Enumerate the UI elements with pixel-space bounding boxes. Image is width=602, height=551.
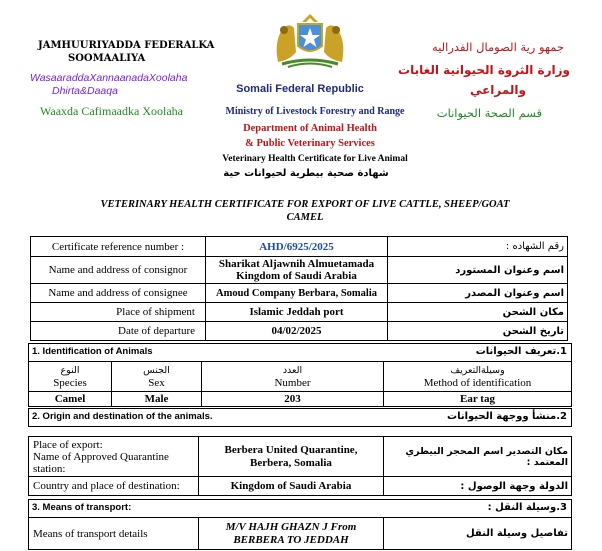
transport-value: [199, 518, 384, 550]
species-header-en: Species: [53, 376, 87, 389]
number-header-en: Number: [274, 376, 311, 389]
shipment-label-ar: مكان الشحن: [388, 303, 568, 322]
departure-value: 04/02/2025: [206, 322, 388, 341]
ministry-somali-line1: WasaaraddaXannaanadaXoolaha: [30, 72, 188, 84]
departure-label: Date of departure: [31, 322, 206, 341]
arabic-ministry-line1: وزارة الثروة الحيوانية الغابات: [398, 63, 570, 77]
consignor-label-ar: اسم وعنوان المستورد: [388, 257, 568, 284]
section1-header: [28, 343, 572, 361]
species-header: [29, 362, 112, 392]
method-value: Ear tag: [384, 392, 572, 407]
sex-header-ar: الجنس: [143, 364, 170, 376]
destination-label-ar: الدولة وجهة الوصول :: [384, 477, 572, 496]
export-value-line2: Berbera, Somalia: [250, 456, 332, 469]
section3-header: [28, 499, 572, 518]
export-value-line1: Berbera United Quarantine,: [224, 443, 358, 456]
method-header: [384, 362, 572, 392]
transport-table: [28, 517, 572, 550]
arabic-ministry-line2: والمراعي: [469, 83, 526, 97]
transport-value-line1: M/V HAJH GHAZN J From: [225, 520, 357, 533]
transport-label-ar: تفاصيل وسيلة النقل: [384, 518, 572, 550]
consignee-label: Name and address of consignee: [31, 284, 206, 303]
ref-value: AHD/6925/2025: [206, 237, 388, 257]
section2-title: 2. Origin and destination of the animals.: [32, 411, 213, 422]
document-title: [40, 198, 570, 224]
center-cert-title-ar: شهادة صحية بيطرية لحيوانات حية: [223, 168, 389, 179]
ref-label: Certificate reference number :: [31, 237, 206, 257]
section1-title: 1. Identification of Animals: [32, 346, 153, 357]
center-republic: Somali Federal Republic: [236, 83, 364, 95]
document-title-line2: CAMEL: [286, 212, 324, 223]
export-label-line1: Place of export:: [33, 438, 103, 451]
origin-table: [28, 436, 572, 496]
shipment-label: Place of shipment: [31, 303, 206, 322]
section2-header: [28, 408, 572, 427]
number-header-ar: العدد: [282, 364, 303, 376]
arabic-department: قسم الصحة الحيوانات: [436, 106, 542, 120]
center-department: [200, 121, 420, 151]
number-header: [202, 362, 384, 392]
section2-title-ar: 2.منشأ ووجهة الحيوانات: [447, 411, 567, 422]
arabic-republic: جمهو رية الصومال الفدراليه: [432, 40, 564, 54]
somali-name-line2: SOOMAALIYA: [68, 53, 146, 64]
consignor-value-line1: Sharikat Aljawnih Almuetamada: [218, 258, 375, 270]
destination-label: Country and place of destination:: [29, 477, 199, 496]
ministry-somali-line2: Dhirta&Daaqa: [52, 85, 118, 97]
consignor-value-line2: Kingdom of Saudi Arabia: [236, 270, 357, 282]
section3-title: 3. Means of transport:: [32, 502, 132, 513]
somali-republic-name: [38, 39, 214, 65]
center-header: [180, 82, 420, 97]
sex-header: [112, 362, 202, 392]
somali-name-line1: JAMHUURIYADDA FEDERALKA: [38, 40, 215, 51]
number-value: 203: [202, 392, 384, 407]
center-dept-line1: Department of Animal Health: [243, 123, 377, 134]
consignee-label-ar: اسم وعنوان المصدر: [388, 284, 568, 303]
section1-title-ar: 1.تعريف الحيوانات: [475, 346, 567, 357]
species-value: Camel: [29, 392, 112, 407]
dept-somali: Waaxda Cafimaadka Xoolaha: [40, 104, 183, 118]
sex-header-en: Sex: [148, 376, 165, 389]
export-label-line3: station:: [33, 462, 66, 475]
consignor-value: [206, 257, 388, 284]
destination-value: Kingdom of Saudi Arabia: [199, 477, 384, 496]
export-label-line2: Name of Approved Quarantine: [33, 450, 169, 463]
consignor-label: Name and address of consignor: [31, 257, 206, 284]
somali-coat-of-arms-icon: [268, 12, 352, 70]
departure-label-ar: تاريخ الشحن: [388, 322, 568, 341]
transport-value-line2: BERBERA TO JEDDAH: [233, 533, 349, 546]
export-value: [199, 437, 384, 477]
center-ministry: Ministry of Livestock Forestry and Range: [225, 106, 405, 117]
certificate-info-table: [30, 236, 568, 341]
consignee-value: Amoud Company Berbara, Somalia: [206, 284, 388, 303]
sex-value: Male: [112, 392, 202, 407]
ministry-somali: [30, 72, 187, 98]
export-label-ar: مكان التصدير اسم المحجر البيطري المعتمد :: [384, 437, 572, 477]
export-label: [29, 437, 199, 477]
method-header-en: Method of identification: [423, 376, 532, 389]
transport-label: Means of transport details: [29, 518, 199, 550]
document-title-line1: VETERINARY HEALTH CERTIFICATE FOR EXPORT OF LIVE CATTLE, SHEEP/GOAT: [100, 199, 510, 210]
shipment-value: Islamic Jeddah port: [206, 303, 388, 322]
method-header-ar: وسيلةالتعريف: [450, 364, 505, 376]
section3-title-ar: 3.وسيلة النقل :: [487, 502, 567, 513]
ref-label-ar: رقم الشهاده :: [388, 237, 568, 257]
center-cert-title: Veterinary Health Certificate for Live Animal: [222, 154, 408, 164]
center-dept-line2: & Public Veterinary Services: [245, 138, 375, 149]
animals-table: [28, 361, 572, 407]
species-header-ar: النوع: [60, 364, 80, 376]
